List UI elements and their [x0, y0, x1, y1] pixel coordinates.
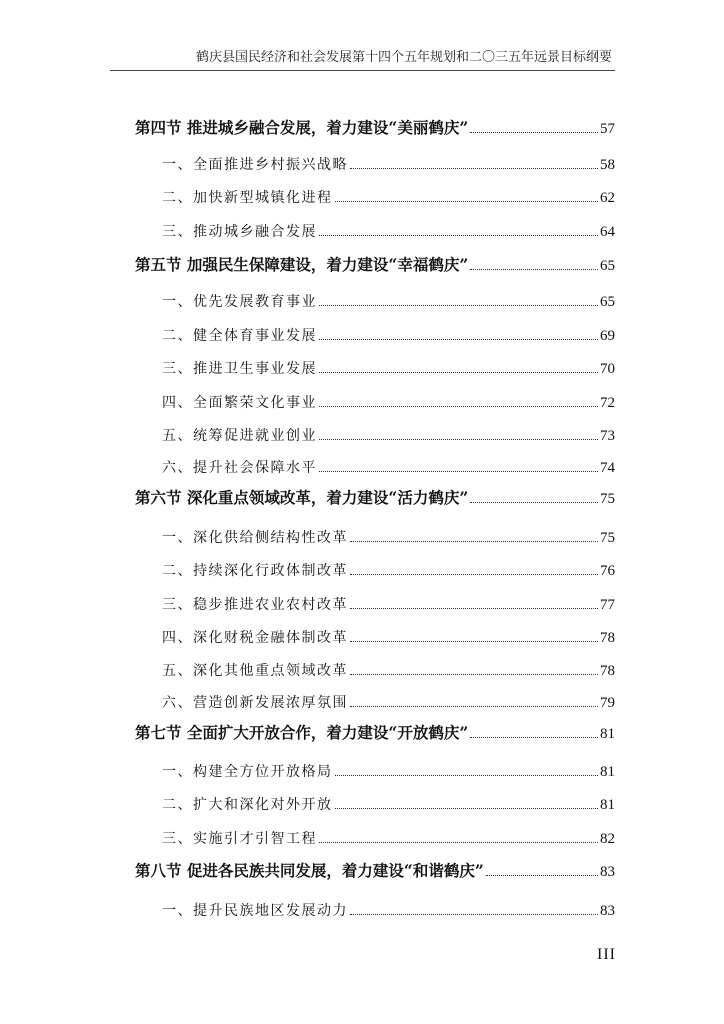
toc-entry-page-number: 70	[600, 361, 615, 377]
toc-item-entry[interactable]	[162, 757, 615, 781]
toc-item-entry[interactable]	[162, 150, 615, 174]
toc-entry-label: 四、全面繁荣文化事业	[162, 395, 317, 411]
toc-item-entry[interactable]	[162, 688, 615, 712]
toc-dot-leader	[350, 674, 598, 675]
toc-entry-page-number: 65	[600, 294, 615, 310]
toc-dot-leader	[335, 808, 599, 809]
toc-dot-leader	[470, 737, 598, 738]
toc-entry-label: 六、营造创新发展浓厚氛围	[162, 695, 348, 711]
toc-entry-page-number: 81	[600, 726, 615, 742]
toc-entry-label: 二、健全体育事业发展	[162, 328, 317, 344]
toc-entry-label: 二、加快新型城镇化进程	[162, 190, 333, 206]
toc-entry-page-number: 83	[600, 864, 615, 880]
toc-item-entry[interactable]	[162, 656, 615, 680]
toc-dot-leader	[319, 439, 598, 440]
toc-entry-page-number: 65	[600, 258, 615, 274]
toc-entry-label: 二、扩大和深化对外开放	[162, 797, 333, 813]
toc-entry-page-number: 81	[600, 797, 615, 813]
toc-dot-leader	[350, 706, 598, 707]
toc-entry-label: 第五节 加强民生保障建设，着力建设“幸福鹤庆”	[135, 255, 469, 274]
toc-entry-page-number: 74	[600, 460, 615, 476]
toc-dot-leader	[350, 574, 598, 575]
toc-item-entry[interactable]	[162, 183, 615, 207]
toc-entry-label: 四、深化财税金融体制改革	[162, 630, 348, 646]
toc-dot-leader	[470, 269, 598, 270]
toc-entry-label: 三、稳步推进农业农村改革	[162, 597, 348, 613]
toc-item-entry[interactable]	[162, 217, 615, 241]
toc-entry-page-number: 72	[600, 395, 615, 411]
page-number: III	[597, 946, 616, 963]
toc-item-entry[interactable]	[162, 623, 615, 647]
toc-entry-label: 第六节 深化重点领域改革，着力建设“活力鹤庆”	[135, 488, 469, 507]
toc-entry-page-number: 75	[600, 491, 615, 507]
toc-entry-page-number: 58	[600, 157, 615, 173]
toc-entry-label: 二、持续深化行政体制改革	[162, 563, 348, 579]
toc-entry-page-number: 73	[600, 428, 615, 444]
toc-dot-leader	[319, 235, 598, 236]
toc-entry-page-number: 75	[600, 530, 615, 546]
toc-entry-page-number: 64	[600, 224, 615, 240]
toc-item-entry[interactable]	[162, 287, 615, 311]
toc-dot-leader	[319, 372, 598, 373]
toc-dot-leader	[335, 775, 599, 776]
toc-item-entry[interactable]	[162, 523, 615, 547]
toc-entry-page-number: 57	[600, 121, 615, 137]
toc-dot-leader	[350, 914, 598, 915]
toc-item-entry[interactable]	[162, 556, 615, 580]
toc-dot-leader	[319, 305, 598, 306]
toc-dot-leader	[350, 641, 598, 642]
toc-item-entry[interactable]	[162, 421, 615, 445]
toc-dot-leader	[319, 842, 598, 843]
toc-entry-page-number: 76	[600, 563, 615, 579]
toc-entry-label: 一、优先发展教育事业	[162, 294, 317, 310]
running-header-title: 鹤庆县国民经济和社会发展第十四个五年规划和二〇三五年远景目标纲要	[195, 50, 612, 65]
toc-entry-page-number: 69	[600, 328, 615, 344]
toc-item-entry[interactable]	[162, 354, 615, 378]
toc-dot-leader	[319, 406, 598, 407]
header-divider	[110, 70, 615, 71]
toc-entry-label: 三、实施引才引智工程	[162, 831, 317, 847]
toc-dot-leader	[335, 201, 599, 202]
toc-entry-label: 三、推动城乡融合发展	[162, 224, 317, 240]
toc-entry-label: 第八节 促进各民族共同发展，着力建设“和谐鹤庆”	[135, 861, 484, 880]
toc-dot-leader	[470, 132, 598, 133]
toc-entry-label: 一、构建全方位开放格局	[162, 764, 333, 780]
toc-entry-page-number: 78	[600, 630, 615, 646]
toc-dot-leader	[319, 471, 598, 472]
toc-dot-leader	[319, 339, 598, 340]
toc-item-entry[interactable]	[162, 590, 615, 614]
toc-entry-label: 五、深化其他重点领域改革	[162, 663, 348, 679]
toc-item-entry[interactable]	[162, 453, 615, 477]
toc-entry-label: 第七节 全面扩大开放合作，着力建设“开放鹤庆”	[135, 723, 469, 742]
toc-entry-page-number: 81	[600, 764, 615, 780]
toc-section-entry[interactable]	[135, 857, 615, 881]
toc-section-entry[interactable]	[135, 719, 615, 743]
toc-dot-leader	[470, 502, 598, 503]
toc-item-entry[interactable]	[162, 321, 615, 345]
toc-entry-page-number: 79	[600, 695, 615, 711]
toc-entry-label: 六、提升社会保障水平	[162, 460, 317, 476]
toc-entry-page-number: 83	[600, 903, 615, 919]
toc-item-entry[interactable]	[162, 388, 615, 412]
toc-entry-label: 五、统筹促进就业创业	[162, 428, 317, 444]
toc-dot-leader	[350, 541, 598, 542]
toc-dot-leader	[350, 168, 598, 169]
toc-item-entry[interactable]	[162, 824, 615, 848]
toc-dot-leader	[350, 608, 598, 609]
toc-entry-page-number: 82	[600, 831, 615, 847]
toc-entry-label: 一、深化供给侧结构性改革	[162, 530, 348, 546]
toc-entry-page-number: 62	[600, 190, 615, 206]
toc-item-entry[interactable]	[162, 790, 615, 814]
toc-dot-leader	[486, 875, 598, 876]
toc-entry-page-number: 77	[600, 597, 615, 613]
toc-entry-label: 一、提升民族地区发展动力	[162, 903, 348, 919]
toc-entry-label: 三、推进卫生事业发展	[162, 361, 317, 377]
toc-item-entry[interactable]	[162, 896, 615, 920]
toc-entry-page-number: 78	[600, 663, 615, 679]
toc-section-entry[interactable]	[135, 484, 615, 508]
toc-entry-label: 一、全面推进乡村振兴战略	[162, 157, 348, 173]
toc-entry-label: 第四节 推进城乡融合发展，着力建设“美丽鹤庆”	[135, 118, 469, 137]
toc-section-entry[interactable]	[135, 251, 615, 275]
toc-section-entry[interactable]	[135, 114, 615, 138]
